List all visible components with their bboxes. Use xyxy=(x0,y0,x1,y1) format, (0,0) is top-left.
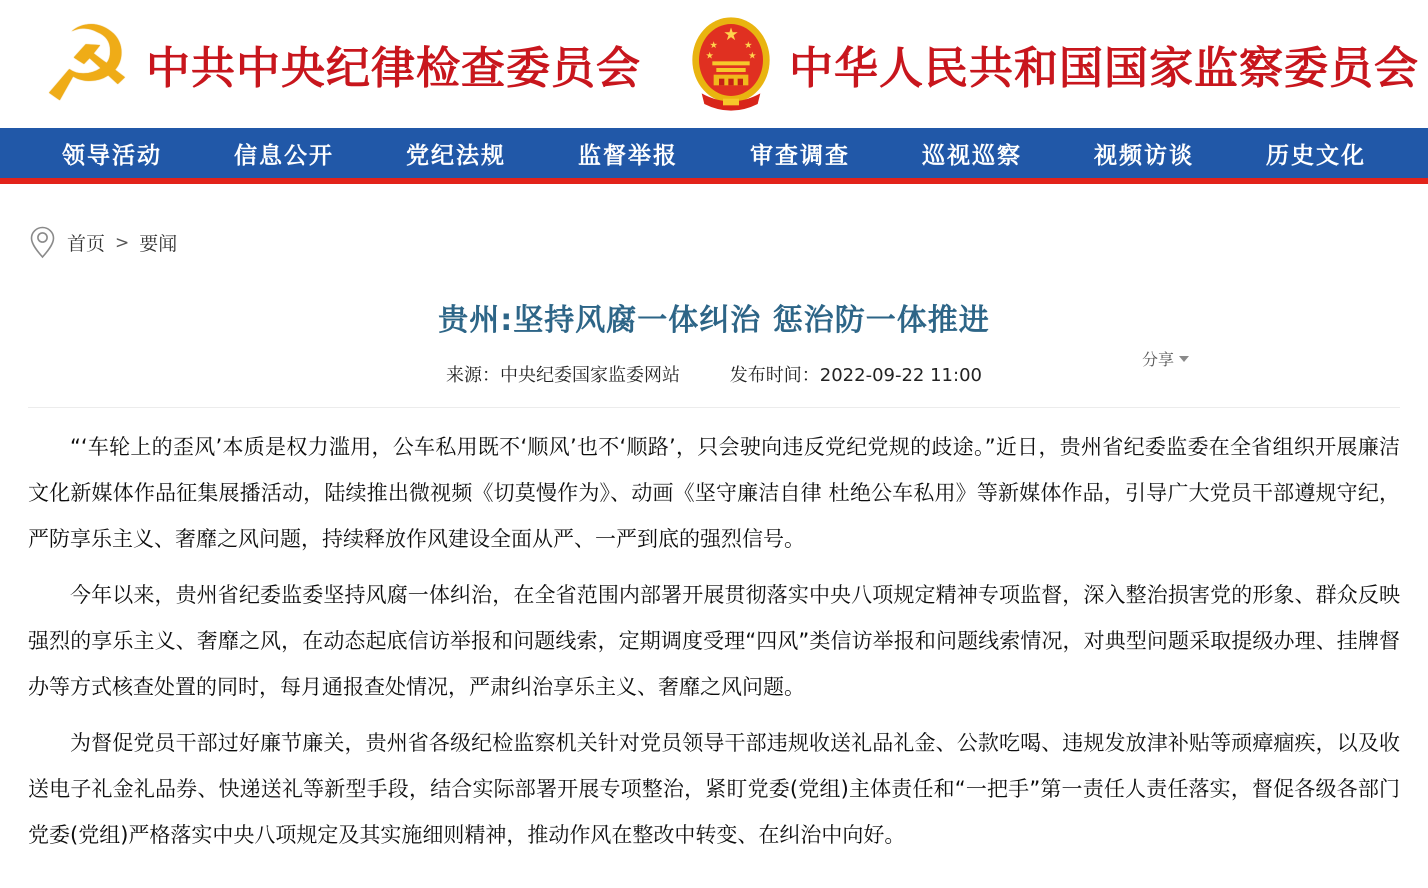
svg-text:★: ★ xyxy=(723,25,739,45)
chevron-down-icon xyxy=(1179,356,1189,362)
nav-item-history-culture[interactable]: 历史文化 xyxy=(1266,142,1366,169)
svg-text:★: ★ xyxy=(705,50,714,62)
breadcrumb xyxy=(30,226,1428,259)
share-label: 分享 xyxy=(1141,350,1174,369)
svg-text:★: ★ xyxy=(744,40,753,51)
paragraph: “‘车轮上的歪风’本质是权力滥用，公车私用既不‘顺风’也不‘顺路’，只会驶向违反党纪党规的歧途。”近日，贵州省纪委监委在全省组织开展廉洁文化新媒体作品征集展播活动，陆续推出微视频《切莫慢作为》、动画《坚守廉洁自律 杜绝公车私用》等新媒体作品，引导广大党员干部遵规守纪，严防享乐主义、奢靡之风问题，持续释放作风建设全面从严、一严到底的强烈信号。 xyxy=(28,435,1400,551)
time-value: 2022-09-22 11:00 xyxy=(819,365,982,386)
source-label: 来源： xyxy=(446,365,501,386)
time-label: 发布时间： xyxy=(729,365,820,386)
nav-item-party-regulations[interactable]: 党纪法规 xyxy=(406,142,506,169)
nav-item-supervision-report[interactable]: 监督举报 xyxy=(578,142,678,169)
svg-text:★: ★ xyxy=(748,50,757,62)
article-source xyxy=(446,365,680,386)
paragraph: 为督促党员干部过好廉节廉关，贵州省各级纪检监察机关针对党员领导干部违规收送礼品礼金、公款吃喝、违规发放津补贴等顽瘴痼疾，以及收送电子礼金礼品券、快递送礼等新型手段，结合实际部署开展专项整治，紧盯党委(党组)主体责任和“一把手”第一责任人责任落实，督促各级各部门党委(党组)严格落实中央八项规定及其实施细则精神，推动作风在整改中转变、在纠治中向好。 xyxy=(28,731,1400,847)
breadcrumb-home[interactable]: 首页 xyxy=(67,233,106,255)
national-emblem-icon xyxy=(691,16,771,112)
site-header xyxy=(0,0,1428,128)
article-body xyxy=(0,408,1428,888)
ccdi-title: 中共中央纪律检查委员会 xyxy=(146,43,641,94)
nav-item-info-disclosure[interactable]: 信息公开 xyxy=(234,142,334,169)
nav-item-inspection-patrol[interactable]: 巡视巡察 xyxy=(922,142,1022,169)
share-button[interactable] xyxy=(1142,347,1189,370)
nsc-title: 中华人民共和国国家监察委员会 xyxy=(789,43,1419,94)
article-header xyxy=(184,295,1244,387)
ccdi-logo-link[interactable] xyxy=(28,3,641,125)
nav-item-video-interviews[interactable]: 视频访谈 xyxy=(1094,142,1194,169)
breadcrumb-current[interactable]: 要闻 xyxy=(139,233,178,255)
location-pin-icon xyxy=(30,226,55,259)
article-title: 贵州:坚持风腐一体纠治 惩治防一体推进 xyxy=(438,303,990,338)
party-emblem-icon: ☭ xyxy=(40,3,134,125)
main-nav xyxy=(0,128,1428,178)
breadcrumb-separator: > xyxy=(115,232,130,253)
source-value: 中央纪委国家监委网站 xyxy=(500,365,681,386)
nav-item-review-investigation[interactable]: 审查调查 xyxy=(750,142,850,169)
article-meta xyxy=(184,361,1244,387)
paragraph: 今年以来，贵州省纪委监委坚持风腐一体纠治，在全省范围内部署开展贯彻落实中央八项规定精神专项监督，深入整治损害党的形象、群众反映强烈的享乐主义、奢靡之风，在动态起底信访举报和问题线索，定期调度受理“四风”类信访举报和问题线索情况，对典型问题采取提级办理、挂牌督办等方式核查处置的同时，每月通报查处情况，严肃纠治享乐主义、奢靡之风问题。 xyxy=(28,583,1400,699)
red-stripe-divider xyxy=(0,178,1428,184)
nav-item-leader-activities[interactable]: 领导活动 xyxy=(62,142,162,169)
nsc-logo-link[interactable] xyxy=(681,16,1419,112)
svg-text:★: ★ xyxy=(709,40,718,51)
article-publish-time xyxy=(730,365,982,386)
